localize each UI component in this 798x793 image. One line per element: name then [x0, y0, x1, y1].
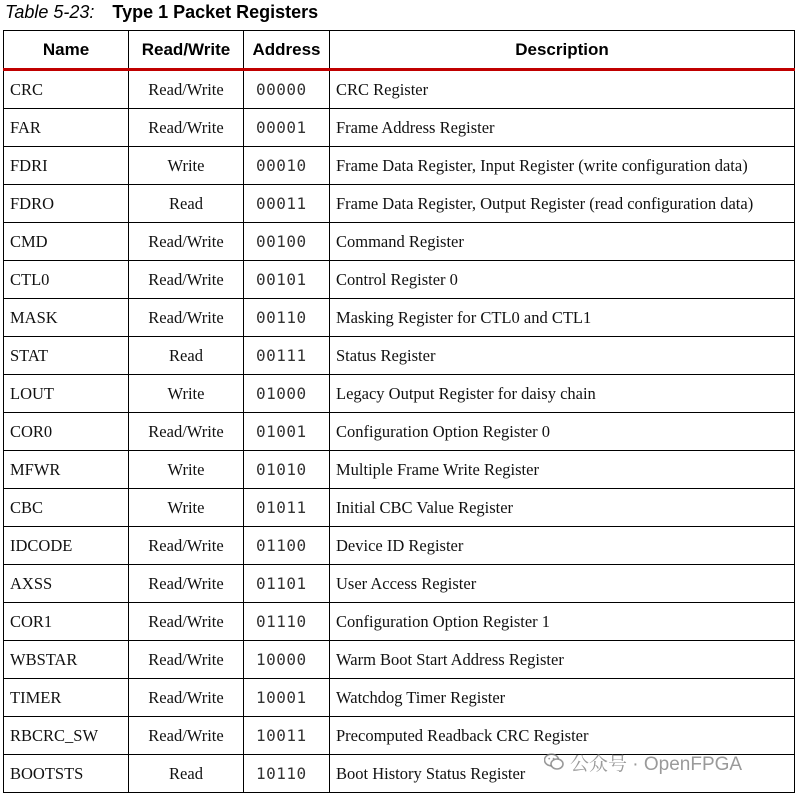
cell-description: Frame Address Register — [330, 109, 795, 147]
table-row — [4, 679, 795, 717]
cell-name: COR1 — [4, 603, 129, 641]
cell-name: CTL0 — [4, 261, 129, 299]
cell-address: 10001 — [244, 679, 330, 717]
cell-name: MASK — [4, 299, 129, 337]
table-row — [4, 261, 795, 299]
cell-name: IDCODE — [4, 527, 129, 565]
table-row — [4, 451, 795, 489]
cell-read-write: Write — [129, 147, 244, 185]
cell-description: Watchdog Timer Register — [330, 679, 795, 717]
cell-address: 00100 — [244, 223, 330, 261]
cell-read-write: Read/Write — [129, 603, 244, 641]
table-row — [4, 489, 795, 527]
cell-name: COR0 — [4, 413, 129, 451]
cell-read-write: Read/Write — [129, 527, 244, 565]
cell-read-write: Read — [129, 185, 244, 223]
cell-read-write: Read/Write — [129, 679, 244, 717]
cell-name: CRC — [4, 70, 129, 109]
table-row — [4, 413, 795, 451]
cell-name: STAT — [4, 337, 129, 375]
cell-read-write: Write — [129, 489, 244, 527]
cell-description: Masking Register for CTL0 and CTL1 — [330, 299, 795, 337]
header-row — [4, 31, 795, 70]
table-row — [4, 185, 795, 223]
table-row — [4, 337, 795, 375]
cell-read-write: Read/Write — [129, 565, 244, 603]
cell-description: Multiple Frame Write Register — [330, 451, 795, 489]
table-row — [4, 641, 795, 679]
cell-read-write: Write — [129, 451, 244, 489]
cell-description: CRC Register — [330, 70, 795, 109]
cell-address: 00010 — [244, 147, 330, 185]
cell-name: WBSTAR — [4, 641, 129, 679]
cell-address: 00001 — [244, 109, 330, 147]
cell-name: FDRI — [4, 147, 129, 185]
cell-address: 00111 — [244, 337, 330, 375]
cell-name: AXSS — [4, 565, 129, 603]
cell-description: Status Register — [330, 337, 795, 375]
wechat-icon — [544, 753, 564, 771]
header-read-write: Read/Write — [129, 31, 244, 70]
cell-address: 01010 — [244, 451, 330, 489]
cell-address: 10110 — [244, 755, 330, 793]
cell-name: FAR — [4, 109, 129, 147]
table-row — [4, 147, 795, 185]
table-body — [4, 70, 795, 793]
table-caption — [5, 0, 318, 26]
watermark — [544, 748, 742, 776]
table-row — [4, 603, 795, 641]
table-row — [4, 299, 795, 337]
cell-address: 10011 — [244, 717, 330, 755]
table-title: Type 1 Packet Registers — [112, 2, 319, 22]
cell-read-write: Read/Write — [129, 70, 244, 109]
cell-read-write: Read — [129, 755, 244, 793]
watermark-text: 公众号 · OpenFPGA — [570, 753, 743, 775]
table-row — [4, 565, 795, 603]
cell-description: Configuration Option Register 1 — [330, 603, 795, 641]
cell-name: CMD — [4, 223, 129, 261]
cell-name: MFWR — [4, 451, 129, 489]
cell-name: RBCRC_SW — [4, 717, 129, 755]
cell-description: Configuration Option Register 0 — [330, 413, 795, 451]
cell-read-write: Read/Write — [129, 717, 244, 755]
cell-description: Legacy Output Register for daisy chain — [330, 375, 795, 413]
cell-read-write: Read/Write — [129, 261, 244, 299]
cell-address: 01001 — [244, 413, 330, 451]
cell-description: Warm Boot Start Address Register — [330, 641, 795, 679]
cell-address: 00101 — [244, 261, 330, 299]
table-row — [4, 223, 795, 261]
cell-description: Precomputed Readback CRC Register — [330, 717, 795, 755]
table-row — [4, 70, 795, 109]
table-number: Table 5-23: — [5, 2, 95, 22]
cell-read-write: Read/Write — [129, 641, 244, 679]
cell-address: 01110 — [244, 603, 330, 641]
cell-description: Initial CBC Value Register — [330, 489, 795, 527]
cell-address: 00110 — [244, 299, 330, 337]
cell-address: 01101 — [244, 565, 330, 603]
cell-description: Device ID Register — [330, 527, 795, 565]
cell-name: TIMER — [4, 679, 129, 717]
cell-name: FDRO — [4, 185, 129, 223]
cell-name: BOOTSTS — [4, 755, 129, 793]
cell-address: 01011 — [244, 489, 330, 527]
cell-address: 00000 — [244, 70, 330, 109]
cell-description: Frame Data Register, Input Register (write configuration data) — [330, 147, 795, 185]
cell-address: 00011 — [244, 185, 330, 223]
cell-description: User Access Register — [330, 565, 795, 603]
cell-description: Boot History Status Register — [330, 755, 795, 793]
cell-description: Frame Data Register, Output Register (read configuration data) — [330, 185, 795, 223]
table-row — [4, 527, 795, 565]
table-header — [4, 31, 795, 70]
cell-read-write: Write — [129, 375, 244, 413]
cell-read-write: Read/Write — [129, 299, 244, 337]
cell-address: 01100 — [244, 527, 330, 565]
cell-name: LOUT — [4, 375, 129, 413]
cell-name: CBC — [4, 489, 129, 527]
table-row — [4, 109, 795, 147]
cell-description: Command Register — [330, 223, 795, 261]
cell-read-write: Read — [129, 337, 244, 375]
header-address: Address — [244, 31, 330, 70]
registers-table — [3, 30, 795, 793]
cell-description: Control Register 0 — [330, 261, 795, 299]
header-description: Description — [330, 31, 795, 70]
cell-read-write: Read/Write — [129, 109, 244, 147]
cell-address: 01000 — [244, 375, 330, 413]
cell-read-write: Read/Write — [129, 413, 244, 451]
cell-read-write: Read/Write — [129, 223, 244, 261]
header-name: Name — [4, 31, 129, 70]
cell-address: 10000 — [244, 641, 330, 679]
table-row — [4, 375, 795, 413]
